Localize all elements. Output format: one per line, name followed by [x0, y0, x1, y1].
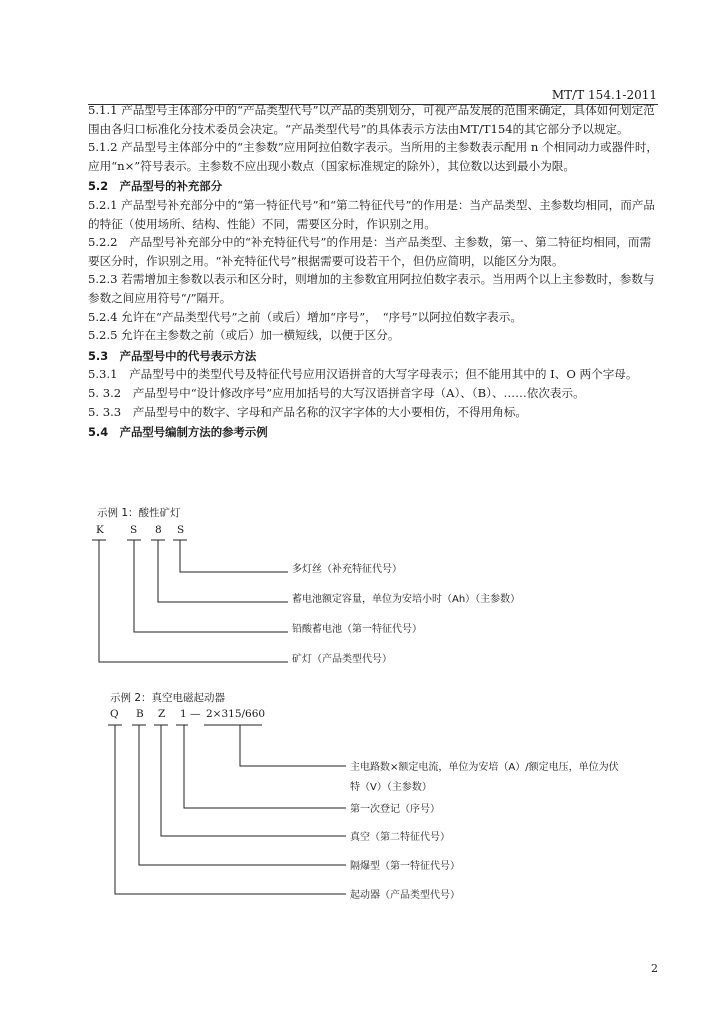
example-2-label: 特（V）（主参数）	[350, 782, 432, 793]
clause-5-3-1: 5.3.1 产品型号中的类型代号及特征代号应用汉语拼音的大写字母表示；但不能用其中的 I、O 两个字母。	[88, 367, 638, 382]
example-2-caption: 示例 2：真空电磁起动器	[110, 692, 226, 704]
example-2-label: 真空（第二特征代号）	[350, 832, 450, 843]
example-2-code: 1	[180, 708, 187, 720]
example-2-code: B	[136, 708, 144, 720]
example-2-label: 主电路数×额定电流，单位为安培（A）/额定电压，单位为伏	[350, 762, 619, 773]
clause-5-1-1: 5.1.1 产品型号主体部分中的“产品类型代号”以产品的类别划分，可视产品发展的范围来确定，具体如何划定范围由各归口标准化分技术委员会决定。“产品类型代号”的具体表示方法由MT/T154的其它部分予以规定。	[88, 103, 655, 136]
example-2-leader	[161, 725, 346, 836]
example-2-leader	[115, 725, 346, 894]
example-1-leader	[158, 540, 288, 602]
example-1-code: K	[96, 524, 104, 536]
clause-5-2-2: 5.2.2 产品型号补充部分中的“补充特征代号”的作用是：当产品类型、主参数，第一、第二特征均相同，而需要区分时，作识别之用。“补充特征代号”根据需要可设若干个，但仍应简明，以能区分为限。	[88, 235, 652, 268]
clause-5-2-5: 5.2.5 允许在主参数之前（或后）加一横短线，以便于区分。	[88, 328, 400, 343]
page-number: 2	[651, 962, 658, 975]
example-2-label: 隔爆型（第一特征代号）	[350, 861, 460, 872]
clause-5-3-3: 5. 3.3 产品型号中的数字、字母和产品名称的汉字字体的大小要相仿，不得用角标。	[88, 404, 527, 419]
example-1-label: 多灯丝（补充特征代号）	[292, 564, 402, 575]
example-1-code: 8	[155, 524, 162, 536]
heading-5-3: 5.3 产品型号中的代号表示方法	[88, 348, 257, 363]
standard-code: MT/T 154.1-2011	[551, 88, 657, 102]
clause-5-2-4: 5.2.4 允许在“产品类型代号”之前（或后）增加“序号”， “序号”以阿拉伯数字表示。	[88, 309, 522, 324]
example-1-caption: 示例 1：酸性矿灯	[97, 507, 181, 519]
example-2-label: 起动器（产品类型代号）	[350, 890, 460, 901]
example-1-leader	[99, 540, 288, 662]
example-1-code: S	[177, 524, 185, 536]
example-1-code: S	[130, 524, 138, 536]
clause-5-1-2: 5.1.2 产品型号主体部分中的“主参数”应用阿拉伯数字表示。当所用的主参数表示配用 n 个相同动力或器件时，应用“n×”符号表示。主参数不应出现小数点（国家标准规定的除外），其位数以达到最小为限。	[88, 140, 659, 173]
heading-5-4: 5.4 产品型号编制方法的参考示例	[88, 425, 268, 440]
example-2-label: 第一次登记（序号）	[350, 804, 440, 815]
example-2-code: Z	[158, 708, 166, 720]
example-1-label: 矿灯（产品类型代号）	[292, 654, 392, 665]
clause-5-2-3: 5.2.3 若需增加主参数以表示和区分时，则增加的主参数宜用阿拉伯数字表示。当用两个以上主参数时，参数与参数之间应用符号“/”隔开。	[88, 272, 655, 305]
example-2-leader	[139, 725, 346, 865]
example-2-code: —	[190, 708, 201, 720]
example-1-leader	[180, 540, 288, 572]
example-1-leader	[134, 540, 288, 632]
example-1-label: 铅酸蓄电池（第一特征代号）	[292, 624, 422, 635]
example-2-code: Q	[110, 708, 119, 720]
example-2-leader	[240, 725, 346, 766]
example-1-label: 蓄电池额定容量，单位为安培小时（Ah）（主参数）	[292, 594, 521, 605]
example-2-code: 2×315/660	[206, 708, 266, 720]
clause-5-3-2: 5. 3.2 产品型号中“设计修改序号”应用加括号的大写汉语拼音字母（A）、（B）、……依次表示。	[88, 385, 585, 400]
clause-5-2-1: 5.2.1 产品型号补充部分中的“第一特征代号”和“第二特征代号”的作用是：当产品类型、主参数均相同，而产品的特征（使用场所、结构、性能）不同，需要区分时，作识别之用。	[88, 197, 656, 231]
heading-5-2: 5.2 产品型号的补充部分	[88, 179, 223, 194]
